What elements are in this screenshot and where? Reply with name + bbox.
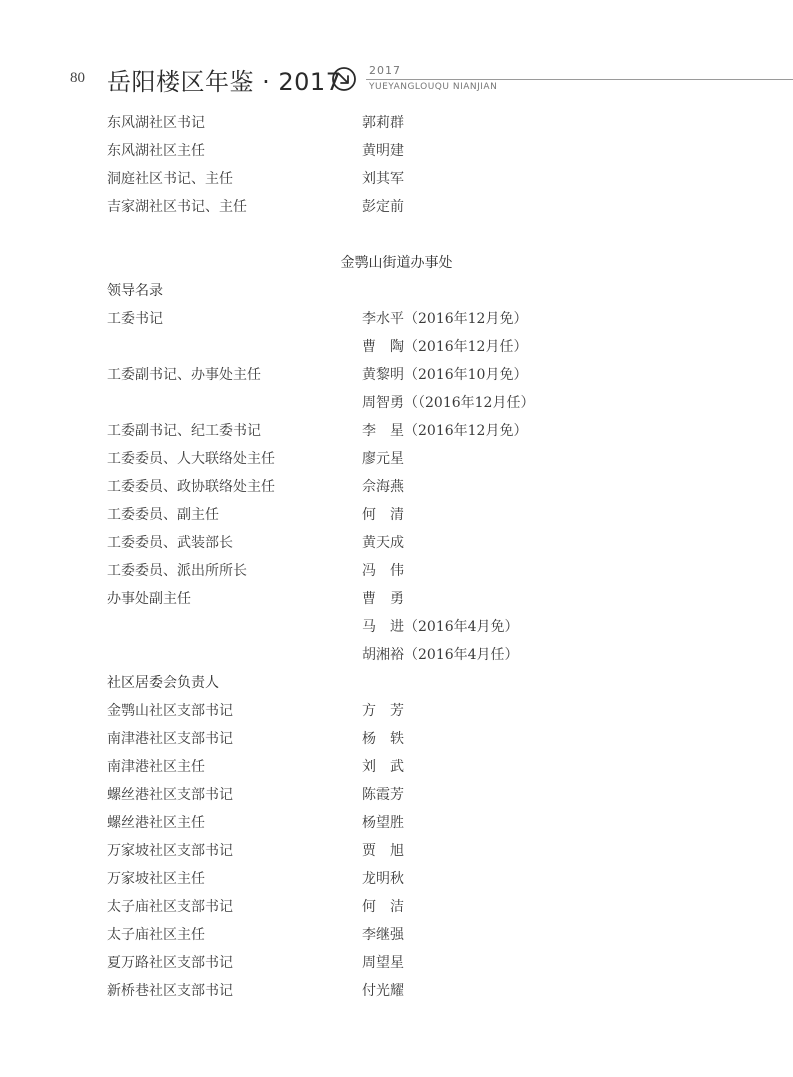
role-label: 万家坡社区支部书记 (107, 843, 233, 859)
list-item (0, 166, 793, 192)
person-name: 黄明建 (362, 143, 404, 159)
list-item (0, 642, 793, 668)
list-item (0, 894, 793, 920)
role-label: 工委委员、武装部长 (107, 535, 233, 551)
header-year: 2017 (369, 64, 401, 77)
list-item (0, 390, 793, 416)
person-name: 周智勇（（2016年12月任） (362, 395, 535, 411)
circle-arrow-down-right-icon (331, 66, 357, 92)
person-name: 李 星（2016年12月免） (362, 423, 528, 439)
page-number: 80 (70, 70, 85, 86)
list-item (0, 502, 793, 528)
role-label: 吉家湖社区书记、主任 (107, 199, 247, 215)
person-name: 李水平（2016年12月免） (362, 311, 528, 327)
list-item (0, 726, 793, 752)
book-title: 岳阳楼区年鉴 · 2017 (107, 68, 342, 96)
person-name: 周望星 (362, 955, 404, 971)
section-title: 金鹗山街道办事处 (340, 255, 453, 271)
role-label: 太子庙社区主任 (107, 927, 205, 943)
person-name: 何 清 (362, 507, 404, 523)
role-label: 工委委员、副主任 (107, 507, 219, 523)
role-label: 新桥巷社区支部书记 (107, 983, 233, 999)
role-label: 夏万路社区支部书记 (107, 955, 233, 971)
list-item (0, 194, 793, 220)
list-item (0, 446, 793, 472)
person-name: 杨望胜 (362, 815, 404, 831)
person-name: 付光耀 (362, 983, 404, 999)
list-item (0, 810, 793, 836)
person-name: 彭定前 (362, 199, 404, 215)
list-item (0, 418, 793, 444)
person-name: 冯 伟 (362, 563, 404, 579)
person-name: 陈霞芳 (362, 787, 404, 803)
person-name: 郭莉群 (362, 115, 404, 131)
list-item (0, 754, 793, 780)
role-label: 太子庙社区支部书记 (107, 899, 233, 915)
role-label: 东风湖社区书记 (107, 115, 205, 131)
list-item (0, 362, 793, 388)
list-item (0, 586, 793, 612)
role-label: 螺丝港社区支部书记 (107, 787, 233, 803)
role-label: 工委副书记、办事处主任 (107, 367, 261, 383)
list-item (0, 558, 793, 584)
list-item (0, 614, 793, 640)
person-name: 黄天成 (362, 535, 404, 551)
role-label: 办事处副主任 (107, 591, 191, 607)
list-item (0, 782, 793, 808)
person-name: 胡湘裕（2016年4月任） (362, 647, 519, 663)
list-item (0, 110, 793, 136)
role-label: 南津港社区支部书记 (107, 731, 233, 747)
role-label: 万家坡社区主任 (107, 871, 205, 887)
person-name: 曹 勇 (362, 591, 404, 607)
role-label: 工委书记 (107, 311, 163, 327)
person-name: 贾 旭 (362, 843, 404, 859)
list-item (0, 698, 793, 724)
person-name: 廖元星 (362, 451, 404, 467)
list-item (0, 950, 793, 976)
list-item (0, 334, 793, 360)
role-label: 南津港社区主任 (107, 759, 205, 775)
person-name: 杨 轶 (362, 731, 404, 747)
list-item (0, 474, 793, 500)
person-name: 何 洁 (362, 899, 404, 915)
role-label: 工委委员、人大联络处主任 (107, 451, 275, 467)
role-label: 工委委员、政协联络处主任 (107, 479, 275, 495)
list-item (0, 922, 793, 948)
person-name: 刘其军 (362, 171, 404, 187)
person-name: 佘海燕 (362, 479, 404, 495)
role-label: 工委副书记、纪工委书记 (107, 423, 261, 439)
leaders-heading: 领导名录 (107, 283, 163, 299)
role-label: 螺丝港社区主任 (107, 815, 205, 831)
person-name: 龙明秋 (362, 871, 404, 887)
community-heading: 社区居委会负责人 (107, 675, 219, 691)
person-name: 刘 武 (362, 759, 404, 775)
list-item (0, 306, 793, 332)
person-name: 黄黎明（2016年10月免） (362, 367, 528, 383)
person-name: 方 芳 (362, 703, 404, 719)
list-item (0, 838, 793, 864)
role-label: 金鹗山社区支部书记 (107, 703, 233, 719)
list-item (0, 978, 793, 1004)
role-label: 工委委员、派出所所长 (107, 563, 247, 579)
role-label: 洞庭社区书记、主任 (107, 171, 233, 187)
list-item (0, 138, 793, 164)
person-name: 曹 陶（2016年12月任） (362, 339, 528, 355)
header-rule (366, 79, 793, 80)
person-name: 李继强 (362, 927, 404, 943)
list-item (0, 530, 793, 556)
header-pinyin: YUEYANGLOUQU NIANJIAN (369, 82, 498, 92)
person-name: 马 进（2016年4月免） (362, 619, 519, 635)
list-item (0, 866, 793, 892)
role-label: 东风湖社区主任 (107, 143, 205, 159)
